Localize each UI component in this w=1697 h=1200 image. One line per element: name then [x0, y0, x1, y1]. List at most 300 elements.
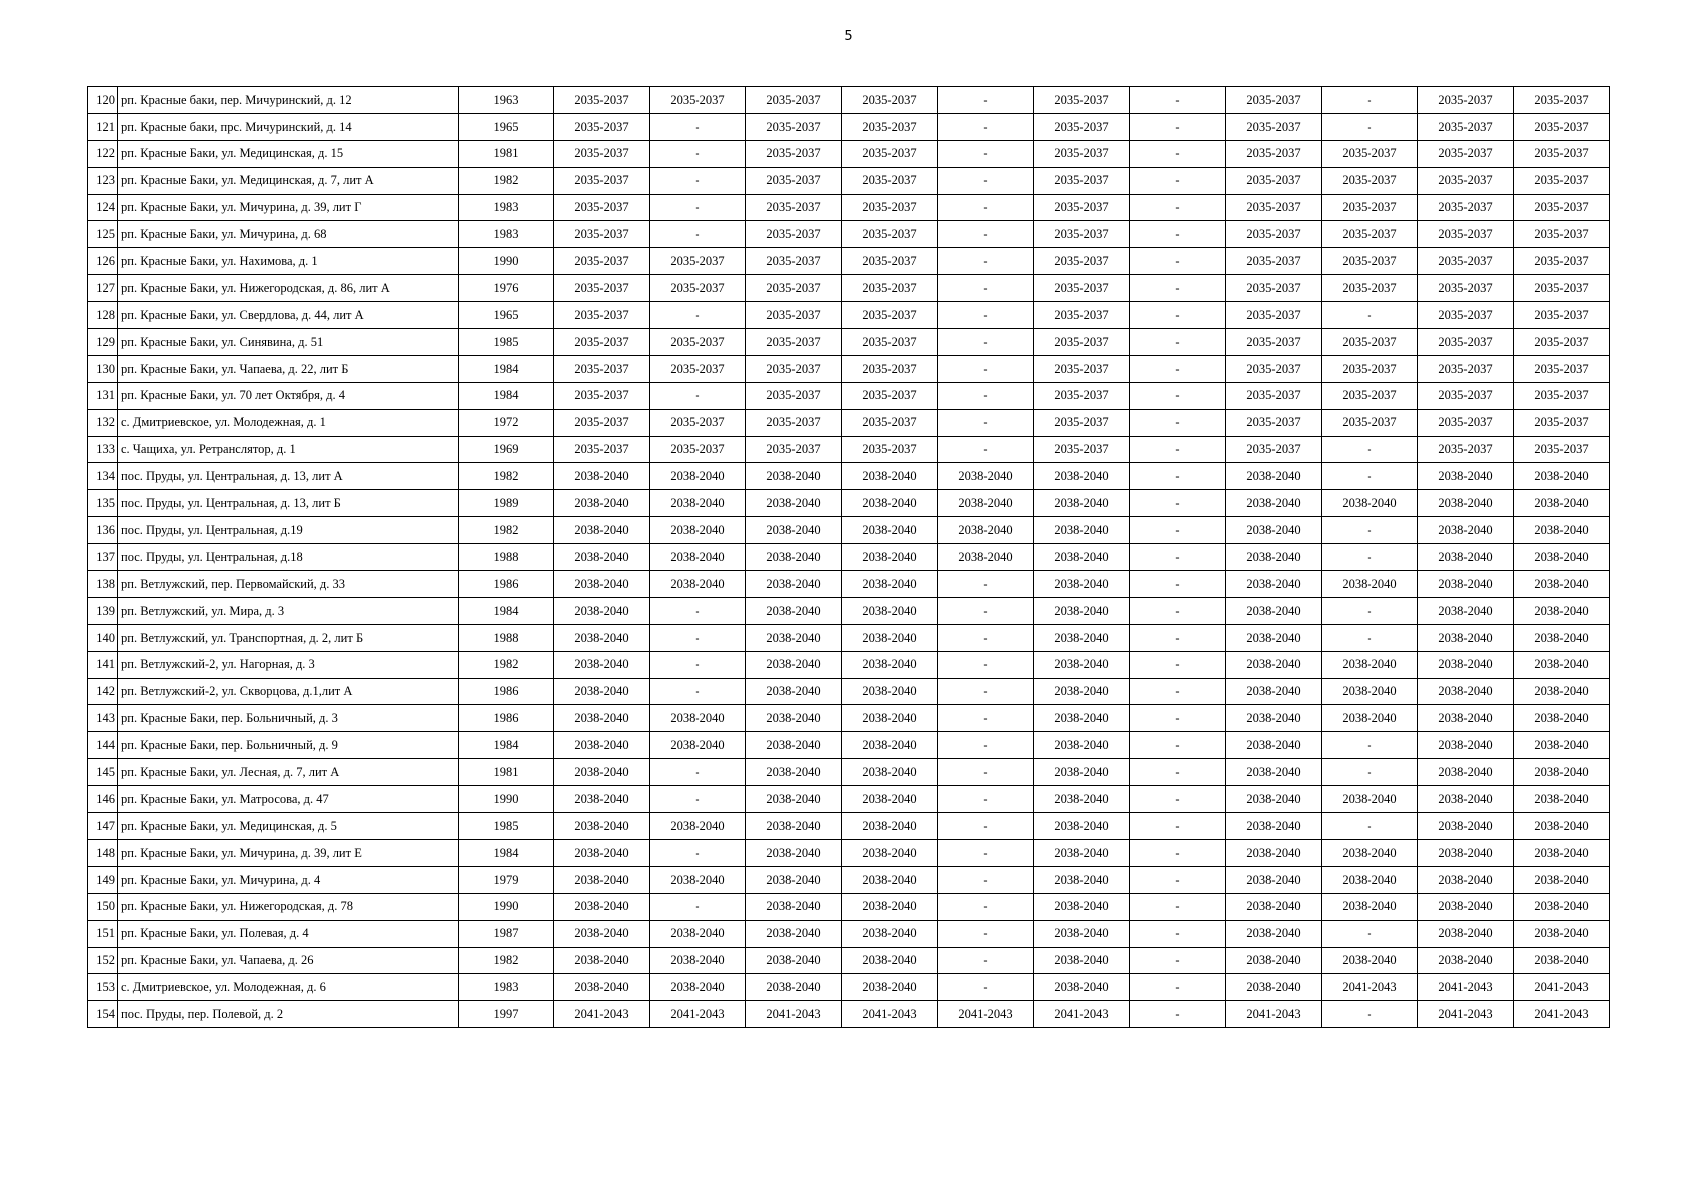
cell-year: 1981 — [459, 759, 554, 786]
cell-period-5: - — [938, 436, 1034, 463]
cell-period-4: 2035-2037 — [842, 194, 938, 221]
cell-period-11: 2038-2040 — [1514, 624, 1610, 651]
table-row — [88, 490, 1610, 517]
cell-period-6: 2035-2037 — [1034, 302, 1130, 329]
cell-period-2: 2038-2040 — [650, 920, 746, 947]
cell-period-7: - — [1130, 490, 1226, 517]
cell-period-11: 2035-2037 — [1514, 221, 1610, 248]
cell-period-6: 2038-2040 — [1034, 597, 1130, 624]
cell-period-1: 2038-2040 — [554, 786, 650, 813]
cell-period-8: 2038-2040 — [1226, 813, 1322, 840]
cell-period-4: 2038-2040 — [842, 866, 938, 893]
cell-period-2: 2038-2040 — [650, 490, 746, 517]
cell-period-10: 2038-2040 — [1418, 866, 1514, 893]
cell-period-9: - — [1322, 813, 1418, 840]
cell-period-4: 2038-2040 — [842, 597, 938, 624]
cell-row-number: 154 — [88, 1001, 118, 1028]
cell-period-10: 2035-2037 — [1418, 436, 1514, 463]
cell-period-4: 2035-2037 — [842, 140, 938, 167]
cell-period-11: 2035-2037 — [1514, 275, 1610, 302]
cell-period-3: 2038-2040 — [746, 947, 842, 974]
cell-row-number: 139 — [88, 597, 118, 624]
cell-period-10: 2038-2040 — [1418, 517, 1514, 544]
cell-period-5: - — [938, 140, 1034, 167]
cell-period-10: 2035-2037 — [1418, 248, 1514, 275]
cell-address: рп. Красные Баки, пер. Больничный, д. 9 — [118, 732, 459, 759]
cell-period-8: 2035-2037 — [1226, 302, 1322, 329]
cell-period-5: - — [938, 813, 1034, 840]
cell-period-8: 2035-2037 — [1226, 167, 1322, 194]
schedule-table — [87, 86, 1610, 1028]
cell-period-4: 2035-2037 — [842, 275, 938, 302]
cell-period-8: 2035-2037 — [1226, 275, 1322, 302]
cell-period-8: 2038-2040 — [1226, 651, 1322, 678]
cell-period-10: 2038-2040 — [1418, 839, 1514, 866]
cell-address: рп. Красные Баки, ул. Мичурина, д. 39, лит Г — [118, 194, 459, 221]
cell-period-1: 2035-2037 — [554, 248, 650, 275]
cell-period-2: - — [650, 624, 746, 651]
cell-period-11: 2038-2040 — [1514, 705, 1610, 732]
cell-period-7: - — [1130, 813, 1226, 840]
cell-period-2: - — [650, 194, 746, 221]
cell-period-4: 2035-2037 — [842, 113, 938, 140]
table-row — [88, 167, 1610, 194]
cell-period-4: 2038-2040 — [842, 463, 938, 490]
cell-period-5: - — [938, 221, 1034, 248]
cell-year: 1988 — [459, 624, 554, 651]
cell-address: пос. Пруды, ул. Центральная, д. 13, лит А — [118, 463, 459, 490]
cell-period-7: - — [1130, 463, 1226, 490]
cell-period-7: - — [1130, 517, 1226, 544]
cell-period-7: - — [1130, 329, 1226, 356]
cell-period-8: 2035-2037 — [1226, 221, 1322, 248]
table-row — [88, 651, 1610, 678]
cell-period-8: 2035-2037 — [1226, 355, 1322, 382]
cell-period-2: - — [650, 167, 746, 194]
cell-period-4: 2041-2043 — [842, 1001, 938, 1028]
cell-row-number: 144 — [88, 732, 118, 759]
cell-period-6: 2035-2037 — [1034, 436, 1130, 463]
cell-period-7: - — [1130, 248, 1226, 275]
cell-period-11: 2038-2040 — [1514, 786, 1610, 813]
cell-period-2: 2035-2037 — [650, 248, 746, 275]
cell-period-6: 2038-2040 — [1034, 920, 1130, 947]
cell-period-7: - — [1130, 571, 1226, 598]
cell-period-9: 2038-2040 — [1322, 571, 1418, 598]
cell-period-11: 2038-2040 — [1514, 678, 1610, 705]
cell-period-8: 2038-2040 — [1226, 839, 1322, 866]
cell-address: рп. Красные Баки, ул. Матросова, д. 47 — [118, 786, 459, 813]
table-row — [88, 974, 1610, 1001]
cell-period-5: - — [938, 866, 1034, 893]
cell-address: рп. Красные Баки, ул. Нахимова, д. 1 — [118, 248, 459, 275]
cell-period-5: - — [938, 974, 1034, 1001]
cell-period-9: - — [1322, 1001, 1418, 1028]
cell-period-9: 2038-2040 — [1322, 947, 1418, 974]
cell-period-4: 2035-2037 — [842, 382, 938, 409]
cell-period-7: - — [1130, 436, 1226, 463]
cell-period-6: 2035-2037 — [1034, 382, 1130, 409]
cell-period-9: - — [1322, 436, 1418, 463]
cell-period-11: 2038-2040 — [1514, 571, 1610, 598]
cell-period-2: - — [650, 839, 746, 866]
cell-period-10: 2038-2040 — [1418, 678, 1514, 705]
cell-period-3: 2035-2037 — [746, 167, 842, 194]
cell-address: рп. Красные Баки, ул. Мичурина, д. 4 — [118, 866, 459, 893]
cell-address: рп. Красные Баки, ул. Мичурина, д. 68 — [118, 221, 459, 248]
cell-period-11: 2038-2040 — [1514, 597, 1610, 624]
cell-period-5: - — [938, 786, 1034, 813]
cell-period-5: - — [938, 571, 1034, 598]
cell-period-11: 2038-2040 — [1514, 813, 1610, 840]
cell-period-2: 2038-2040 — [650, 813, 746, 840]
cell-period-5: - — [938, 732, 1034, 759]
cell-period-2: 2035-2037 — [650, 436, 746, 463]
cell-period-8: 2038-2040 — [1226, 920, 1322, 947]
cell-period-5: 2041-2043 — [938, 1001, 1034, 1028]
cell-period-3: 2035-2037 — [746, 409, 842, 436]
cell-address: рп. Красные Баки, ул. 70 лет Октября, д. 4 — [118, 382, 459, 409]
cell-period-11: 2035-2037 — [1514, 436, 1610, 463]
cell-period-11: 2035-2037 — [1514, 302, 1610, 329]
cell-period-8: 2035-2037 — [1226, 329, 1322, 356]
cell-period-7: - — [1130, 275, 1226, 302]
cell-period-2: - — [650, 786, 746, 813]
table-row — [88, 302, 1610, 329]
cell-row-number: 153 — [88, 974, 118, 1001]
cell-period-9: - — [1322, 920, 1418, 947]
cell-period-5: - — [938, 597, 1034, 624]
cell-row-number: 120 — [88, 87, 118, 114]
cell-period-5: 2038-2040 — [938, 490, 1034, 517]
cell-period-6: 2038-2040 — [1034, 624, 1130, 651]
cell-period-3: 2038-2040 — [746, 517, 842, 544]
cell-row-number: 121 — [88, 113, 118, 140]
cell-address: рп. Красные Баки, ул. Полевая, д. 4 — [118, 920, 459, 947]
cell-period-3: 2038-2040 — [746, 597, 842, 624]
cell-period-1: 2035-2037 — [554, 194, 650, 221]
cell-address: с. Дмитриевское, ул. Молодежная, д. 6 — [118, 974, 459, 1001]
cell-period-8: 2038-2040 — [1226, 732, 1322, 759]
cell-period-1: 2035-2037 — [554, 436, 650, 463]
cell-period-6: 2038-2040 — [1034, 678, 1130, 705]
cell-period-2: 2038-2040 — [650, 571, 746, 598]
cell-period-10: 2038-2040 — [1418, 571, 1514, 598]
cell-address: рп. Красные Баки, ул. Чапаева, д. 22, лит Б — [118, 355, 459, 382]
cell-period-3: 2035-2037 — [746, 87, 842, 114]
cell-period-6: 2038-2040 — [1034, 705, 1130, 732]
cell-period-10: 2035-2037 — [1418, 167, 1514, 194]
table-row — [88, 221, 1610, 248]
cell-period-10: 2038-2040 — [1418, 813, 1514, 840]
cell-year: 1985 — [459, 329, 554, 356]
cell-period-4: 2038-2040 — [842, 732, 938, 759]
cell-year: 1963 — [459, 87, 554, 114]
cell-period-4: 2038-2040 — [842, 678, 938, 705]
cell-period-1: 2038-2040 — [554, 597, 650, 624]
cell-period-11: 2041-2043 — [1514, 1001, 1610, 1028]
cell-period-6: 2038-2040 — [1034, 517, 1130, 544]
cell-period-3: 2035-2037 — [746, 248, 842, 275]
cell-period-6: 2035-2037 — [1034, 329, 1130, 356]
cell-row-number: 130 — [88, 355, 118, 382]
cell-year: 1989 — [459, 490, 554, 517]
cell-period-6: 2038-2040 — [1034, 839, 1130, 866]
cell-row-number: 142 — [88, 678, 118, 705]
cell-period-2: - — [650, 382, 746, 409]
cell-period-6: 2035-2037 — [1034, 87, 1130, 114]
cell-period-5: - — [938, 275, 1034, 302]
cell-row-number: 151 — [88, 920, 118, 947]
cell-address: рп. Красные Баки, пер. Больничный, д. 3 — [118, 705, 459, 732]
cell-period-8: 2038-2040 — [1226, 866, 1322, 893]
cell-period-1: 2035-2037 — [554, 275, 650, 302]
cell-period-7: - — [1130, 140, 1226, 167]
cell-row-number: 143 — [88, 705, 118, 732]
cell-period-2: 2038-2040 — [650, 866, 746, 893]
cell-period-6: 2035-2037 — [1034, 194, 1130, 221]
cell-period-9: 2038-2040 — [1322, 893, 1418, 920]
cell-period-9: 2038-2040 — [1322, 705, 1418, 732]
cell-period-6: 2038-2040 — [1034, 974, 1130, 1001]
cell-year: 1965 — [459, 113, 554, 140]
cell-period-8: 2041-2043 — [1226, 1001, 1322, 1028]
cell-year: 1984 — [459, 839, 554, 866]
cell-period-6: 2038-2040 — [1034, 893, 1130, 920]
cell-address: рп. Красные Баки, ул. Медицинская, д. 7, лит А — [118, 167, 459, 194]
cell-period-11: 2038-2040 — [1514, 866, 1610, 893]
cell-period-11: 2038-2040 — [1514, 920, 1610, 947]
cell-period-9: - — [1322, 544, 1418, 571]
cell-period-8: 2038-2040 — [1226, 463, 1322, 490]
cell-period-5: - — [938, 920, 1034, 947]
cell-period-8: 2038-2040 — [1226, 571, 1322, 598]
cell-period-10: 2035-2037 — [1418, 409, 1514, 436]
cell-address: рп. Красные Баки, ул. Медицинская, д. 5 — [118, 813, 459, 840]
cell-period-1: 2035-2037 — [554, 409, 650, 436]
cell-period-9: - — [1322, 517, 1418, 544]
cell-period-8: 2038-2040 — [1226, 678, 1322, 705]
cell-row-number: 134 — [88, 463, 118, 490]
cell-period-2: - — [650, 597, 746, 624]
table-row — [88, 248, 1610, 275]
cell-period-2: - — [650, 140, 746, 167]
cell-period-3: 2035-2037 — [746, 382, 842, 409]
cell-period-9: - — [1322, 732, 1418, 759]
cell-period-3: 2038-2040 — [746, 786, 842, 813]
cell-period-6: 2035-2037 — [1034, 221, 1130, 248]
table-row — [88, 87, 1610, 114]
cell-period-10: 2038-2040 — [1418, 651, 1514, 678]
cell-year: 1979 — [459, 866, 554, 893]
cell-period-4: 2035-2037 — [842, 221, 938, 248]
cell-period-6: 2041-2043 — [1034, 1001, 1130, 1028]
cell-period-1: 2035-2037 — [554, 355, 650, 382]
cell-year: 1988 — [459, 544, 554, 571]
cell-period-2: 2035-2037 — [650, 87, 746, 114]
cell-period-8: 2035-2037 — [1226, 382, 1322, 409]
cell-period-2: 2038-2040 — [650, 705, 746, 732]
cell-period-7: - — [1130, 678, 1226, 705]
table-row — [88, 813, 1610, 840]
cell-period-9: 2038-2040 — [1322, 839, 1418, 866]
cell-period-3: 2035-2037 — [746, 355, 842, 382]
cell-year: 1990 — [459, 248, 554, 275]
cell-year: 1972 — [459, 409, 554, 436]
cell-year: 1983 — [459, 194, 554, 221]
cell-period-11: 2038-2040 — [1514, 893, 1610, 920]
cell-period-2: - — [650, 302, 746, 329]
table-row — [88, 920, 1610, 947]
cell-period-9: - — [1322, 463, 1418, 490]
cell-period-1: 2035-2037 — [554, 140, 650, 167]
cell-year: 1982 — [459, 167, 554, 194]
cell-year: 1976 — [459, 275, 554, 302]
cell-period-10: 2035-2037 — [1418, 221, 1514, 248]
cell-period-9: - — [1322, 759, 1418, 786]
cell-period-4: 2035-2037 — [842, 302, 938, 329]
cell-period-3: 2038-2040 — [746, 705, 842, 732]
cell-row-number: 129 — [88, 329, 118, 356]
cell-period-6: 2038-2040 — [1034, 490, 1130, 517]
cell-period-8: 2038-2040 — [1226, 786, 1322, 813]
cell-period-11: 2035-2037 — [1514, 248, 1610, 275]
cell-period-3: 2038-2040 — [746, 678, 842, 705]
cell-period-5: - — [938, 194, 1034, 221]
cell-address: рп. Красные Баки, ул. Лесная, д. 7, лит А — [118, 759, 459, 786]
cell-period-1: 2038-2040 — [554, 920, 650, 947]
cell-period-1: 2038-2040 — [554, 678, 650, 705]
cell-period-7: - — [1130, 302, 1226, 329]
cell-period-7: - — [1130, 759, 1226, 786]
cell-period-2: 2035-2037 — [650, 355, 746, 382]
cell-period-11: 2035-2037 — [1514, 355, 1610, 382]
cell-address: пос. Пруды, пер. Полевой, д. 2 — [118, 1001, 459, 1028]
cell-period-10: 2038-2040 — [1418, 624, 1514, 651]
cell-period-1: 2041-2043 — [554, 1001, 650, 1028]
cell-period-5: 2038-2040 — [938, 517, 1034, 544]
cell-period-11: 2038-2040 — [1514, 732, 1610, 759]
cell-row-number: 140 — [88, 624, 118, 651]
table-row — [88, 947, 1610, 974]
cell-period-11: 2035-2037 — [1514, 329, 1610, 356]
cell-period-10: 2038-2040 — [1418, 893, 1514, 920]
cell-period-10: 2038-2040 — [1418, 463, 1514, 490]
cell-period-1: 2035-2037 — [554, 113, 650, 140]
cell-address: рп. Красные Баки, ул. Медицинская, д. 15 — [118, 140, 459, 167]
cell-year: 1997 — [459, 1001, 554, 1028]
cell-year: 1982 — [459, 947, 554, 974]
cell-period-1: 2035-2037 — [554, 382, 650, 409]
cell-period-2: 2038-2040 — [650, 544, 746, 571]
cell-period-6: 2038-2040 — [1034, 759, 1130, 786]
cell-period-1: 2038-2040 — [554, 624, 650, 651]
cell-period-4: 2035-2037 — [842, 355, 938, 382]
cell-period-11: 2038-2040 — [1514, 839, 1610, 866]
cell-period-7: - — [1130, 221, 1226, 248]
cell-period-6: 2038-2040 — [1034, 786, 1130, 813]
cell-period-5: - — [938, 839, 1034, 866]
cell-period-4: 2038-2040 — [842, 517, 938, 544]
cell-period-7: - — [1130, 355, 1226, 382]
page-number: 5 — [844, 29, 853, 44]
table-row — [88, 113, 1610, 140]
cell-period-8: 2038-2040 — [1226, 947, 1322, 974]
cell-period-9: 2038-2040 — [1322, 866, 1418, 893]
cell-period-3: 2035-2037 — [746, 302, 842, 329]
cell-period-10: 2035-2037 — [1418, 275, 1514, 302]
cell-period-1: 2038-2040 — [554, 893, 650, 920]
cell-period-10: 2038-2040 — [1418, 705, 1514, 732]
cell-address: рп. Красные баки, прс. Мичуринский, д. 14 — [118, 113, 459, 140]
cell-period-7: - — [1130, 786, 1226, 813]
cell-period-1: 2035-2037 — [554, 302, 650, 329]
cell-period-4: 2038-2040 — [842, 544, 938, 571]
cell-period-6: 2038-2040 — [1034, 544, 1130, 571]
cell-address: с. Чащиха, ул. Ретранслятор, д. 1 — [118, 436, 459, 463]
cell-year: 1983 — [459, 221, 554, 248]
cell-address: рп. Красные Баки, ул. Чапаева, д. 26 — [118, 947, 459, 974]
cell-period-2: 2038-2040 — [650, 517, 746, 544]
cell-year: 1982 — [459, 651, 554, 678]
cell-row-number: 150 — [88, 893, 118, 920]
cell-period-10: 2038-2040 — [1418, 544, 1514, 571]
cell-row-number: 131 — [88, 382, 118, 409]
cell-period-4: 2038-2040 — [842, 813, 938, 840]
cell-period-4: 2038-2040 — [842, 920, 938, 947]
cell-period-1: 2038-2040 — [554, 947, 650, 974]
cell-period-10: 2041-2043 — [1418, 1001, 1514, 1028]
cell-period-9: 2038-2040 — [1322, 786, 1418, 813]
cell-period-1: 2038-2040 — [554, 544, 650, 571]
cell-period-4: 2035-2037 — [842, 248, 938, 275]
cell-period-8: 2035-2037 — [1226, 194, 1322, 221]
cell-period-9: 2035-2037 — [1322, 248, 1418, 275]
cell-row-number: 148 — [88, 839, 118, 866]
cell-period-1: 2038-2040 — [554, 705, 650, 732]
cell-period-7: - — [1130, 893, 1226, 920]
cell-year: 1984 — [459, 732, 554, 759]
cell-period-2: - — [650, 221, 746, 248]
table-row — [88, 409, 1610, 436]
cell-period-10: 2038-2040 — [1418, 490, 1514, 517]
cell-period-3: 2038-2040 — [746, 759, 842, 786]
cell-period-9: 2035-2037 — [1322, 355, 1418, 382]
cell-period-4: 2038-2040 — [842, 759, 938, 786]
cell-period-6: 2035-2037 — [1034, 275, 1130, 302]
cell-period-4: 2038-2040 — [842, 974, 938, 1001]
cell-period-3: 2038-2040 — [746, 839, 842, 866]
cell-period-7: - — [1130, 597, 1226, 624]
cell-period-3: 2038-2040 — [746, 866, 842, 893]
cell-row-number: 126 — [88, 248, 118, 275]
cell-period-3: 2035-2037 — [746, 113, 842, 140]
cell-period-11: 2038-2040 — [1514, 947, 1610, 974]
cell-period-3: 2035-2037 — [746, 140, 842, 167]
cell-period-9: - — [1322, 302, 1418, 329]
cell-year: 1984 — [459, 355, 554, 382]
cell-period-1: 2035-2037 — [554, 87, 650, 114]
cell-year: 1987 — [459, 920, 554, 947]
cell-period-6: 2038-2040 — [1034, 813, 1130, 840]
cell-address: рп. Ветлужский, пер. Первомайский, д. 33 — [118, 571, 459, 598]
cell-period-2: 2035-2037 — [650, 329, 746, 356]
cell-period-5: - — [938, 705, 1034, 732]
cell-year: 1981 — [459, 140, 554, 167]
table-row — [88, 839, 1610, 866]
table-row — [88, 759, 1610, 786]
cell-period-7: - — [1130, 382, 1226, 409]
